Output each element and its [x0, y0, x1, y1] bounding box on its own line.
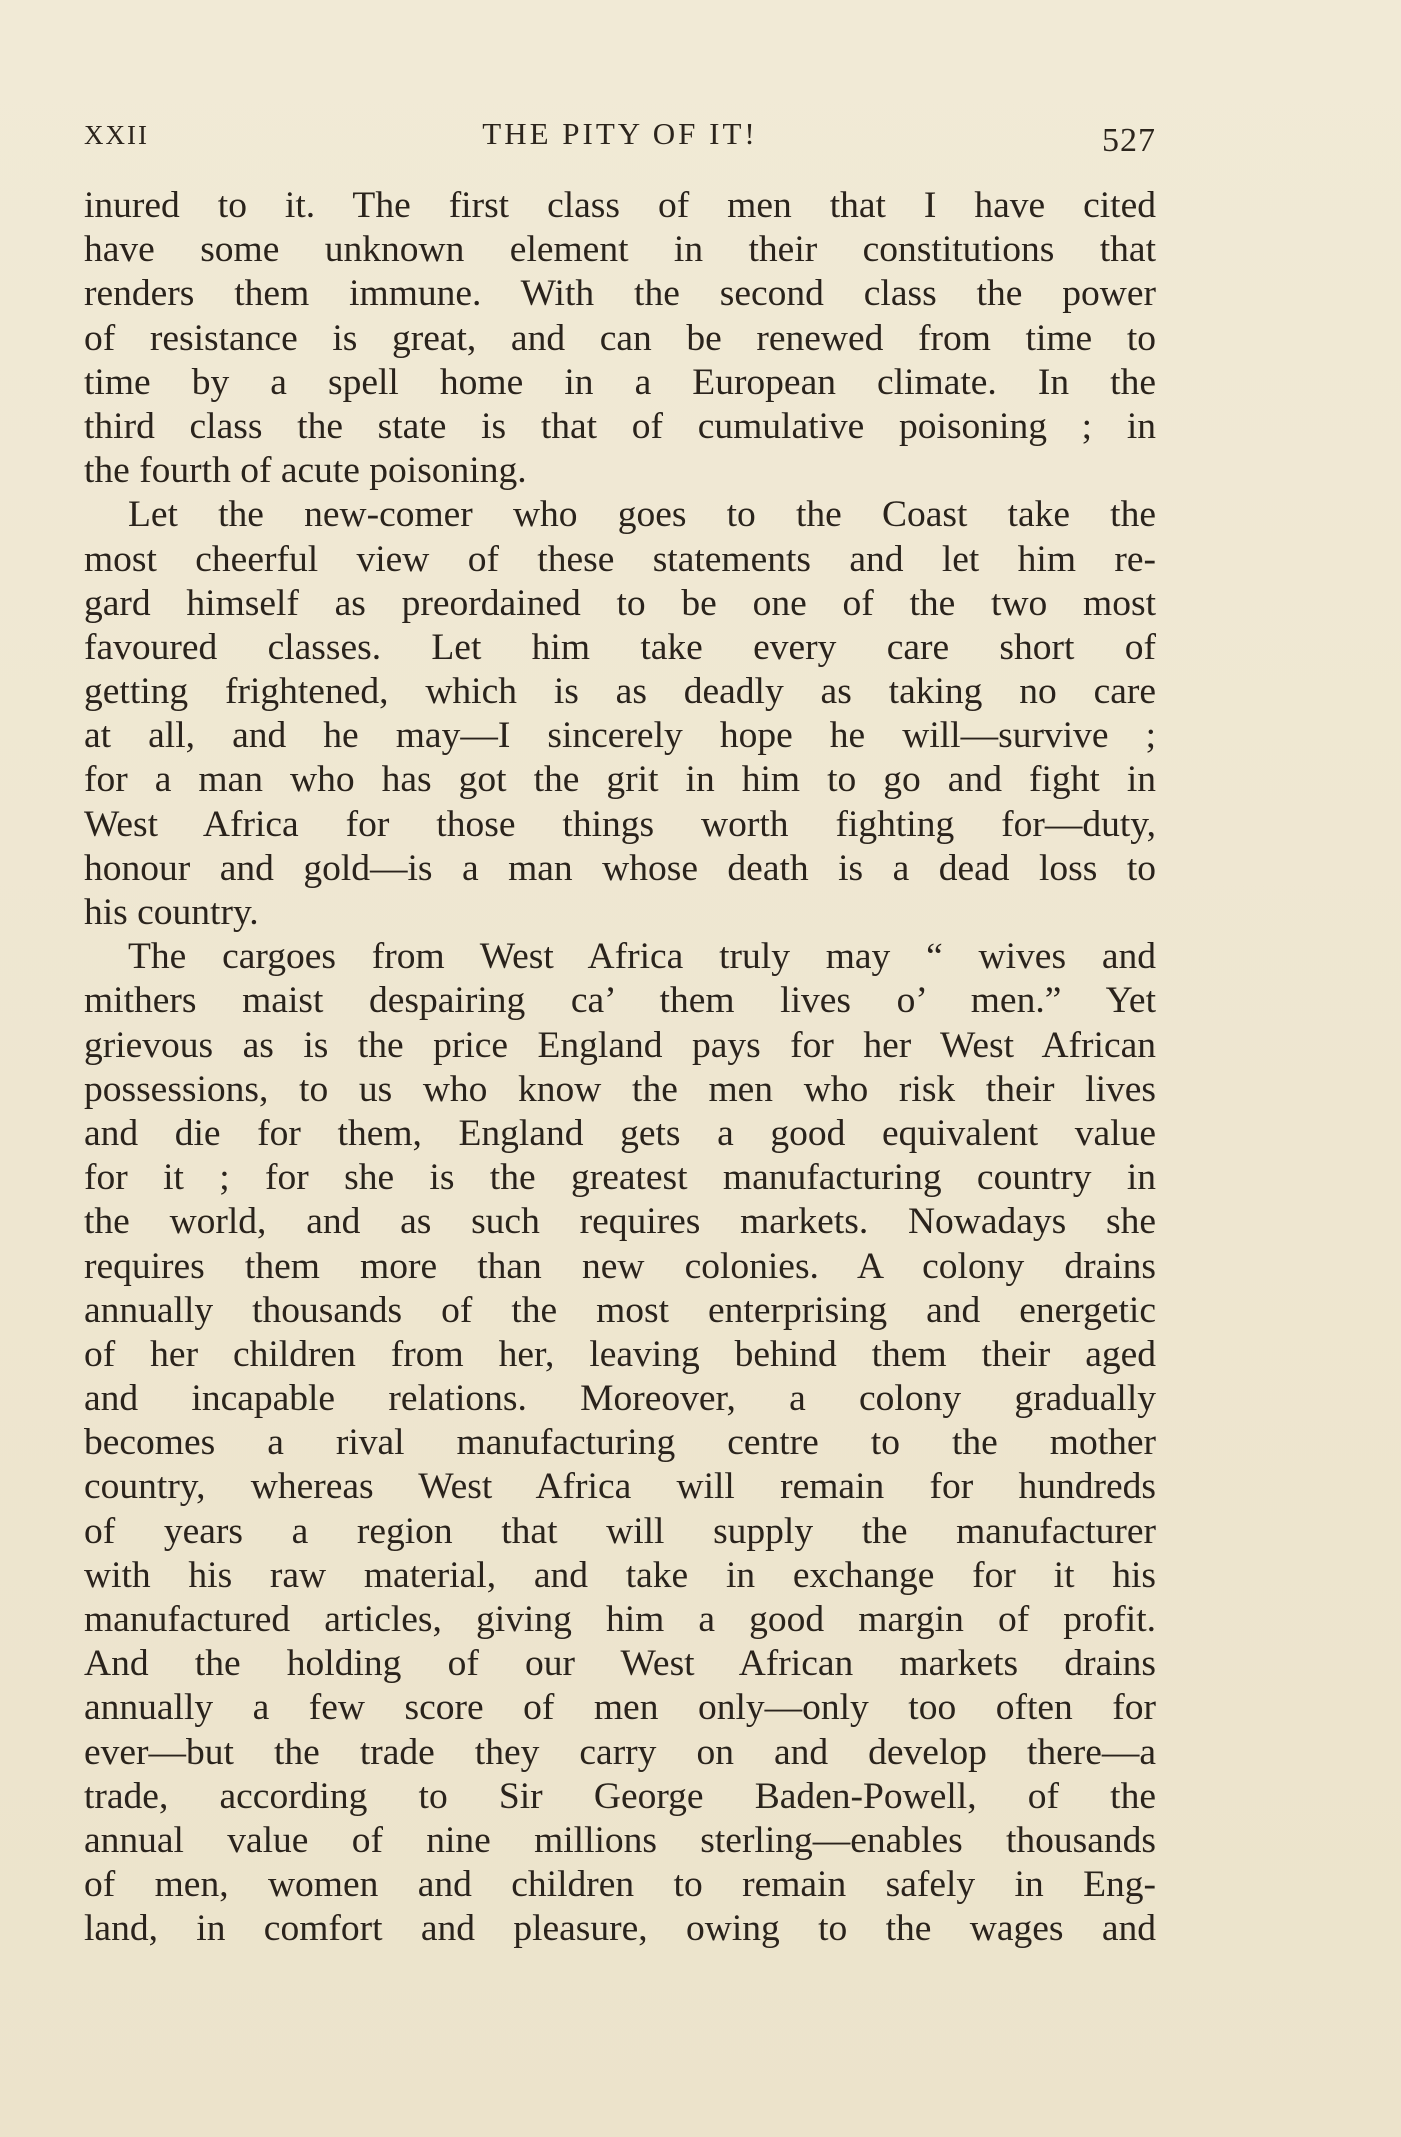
- text-line: time by a spell home in a European climate. In the: [84, 361, 1156, 403]
- text-line: of years a region that will supply the manufacturer: [84, 1510, 1156, 1552]
- text-line: possessions, to us who know the men who risk their lives: [84, 1068, 1156, 1110]
- text-line: and die for them, England gets a good equivalent value: [84, 1112, 1156, 1154]
- text-line: annually thousands of the most enterprising and energetic: [84, 1289, 1156, 1331]
- text-line: of resistance is great, and can be renewed from time to: [84, 317, 1156, 359]
- text-line: third class the state is that of cumulative poisoning ; in: [84, 405, 1156, 447]
- text-line: for it ; for she is the greatest manufacturing country in: [84, 1157, 1156, 1199]
- text-line: with his raw material, and take in exchange for it his: [84, 1554, 1156, 1596]
- text-line: at all, and he may—I sincerely hope he will—survive ;: [84, 715, 1156, 757]
- text-line: The cargoes from West Africa truly may “ wives and: [128, 936, 1156, 978]
- text-line: annual value of nine millions sterling—enables thousands: [84, 1819, 1156, 1861]
- text-line: becomes a rival manufacturing centre to the mother: [84, 1422, 1156, 1464]
- chapter-number: XXII: [84, 120, 149, 150]
- text-line: have some unknown element in their constitutions that: [84, 229, 1156, 271]
- text-line: Let the new-comer who goes to the Coast take the: [128, 494, 1156, 536]
- running-title: THE PITY OF IT!: [482, 116, 758, 151]
- text-line: getting frightened, which is as deadly as taking no care: [84, 671, 1156, 713]
- text-line: of men, women and children to remain safely in Eng-: [84, 1864, 1156, 1906]
- text-line: land, in comfort and pleasure, owing to the wages and: [84, 1908, 1156, 1950]
- text-line: the fourth of acute poisoning.: [84, 450, 527, 492]
- text-line: for a man who has got the grit in him to go and fight in: [84, 759, 1156, 801]
- text-line: annually a few score of men only—only too often for: [84, 1687, 1156, 1729]
- text-line: mithers maist despairing ca’ them lives o’ men.” Yet: [84, 980, 1156, 1022]
- text-line: grievous as is the price England pays for her West African: [84, 1024, 1156, 1066]
- running-header: [84, 112, 1156, 162]
- text-line: West Africa for those things worth fighting for—duty,: [84, 803, 1156, 845]
- text-line: manufactured articles, giving him a good margin of profit.: [84, 1599, 1156, 1640]
- text-line: of her children from her, leaving behind them their aged: [84, 1333, 1156, 1375]
- text-line: and incapable relations. Moreover, a colony gradually: [84, 1378, 1156, 1420]
- text-line: most cheerful view of these statements and let him re-: [84, 538, 1156, 580]
- text-line: renders them immune. With the second class the power: [84, 273, 1156, 315]
- text-line: inured to it. The first class of men that I have cited: [84, 185, 1156, 226]
- text-line: gard himself as preordained to be one of the two most: [84, 582, 1156, 624]
- page-number: 527: [1102, 122, 1156, 159]
- text-line: honour and gold—is a man whose death is a dead loss to: [84, 847, 1156, 889]
- text-line: trade, according to Sir George Baden-Powell, of the: [84, 1775, 1156, 1817]
- text-line: ever—but the trade they carry on and develop there—a: [84, 1731, 1156, 1773]
- text-line: country, whereas West Africa will remain for hundreds: [84, 1466, 1156, 1508]
- text-line: his country.: [84, 892, 259, 933]
- text-line: requires them more than new colonies. A colony drains: [84, 1245, 1156, 1287]
- body-text: [84, 184, 1156, 1952]
- text-line: the world, and as such requires markets. Nowadays she: [84, 1201, 1156, 1243]
- text-line: favoured classes. Let him take every care short of: [84, 626, 1156, 668]
- text-line: And the holding of our West African markets drains: [84, 1643, 1156, 1685]
